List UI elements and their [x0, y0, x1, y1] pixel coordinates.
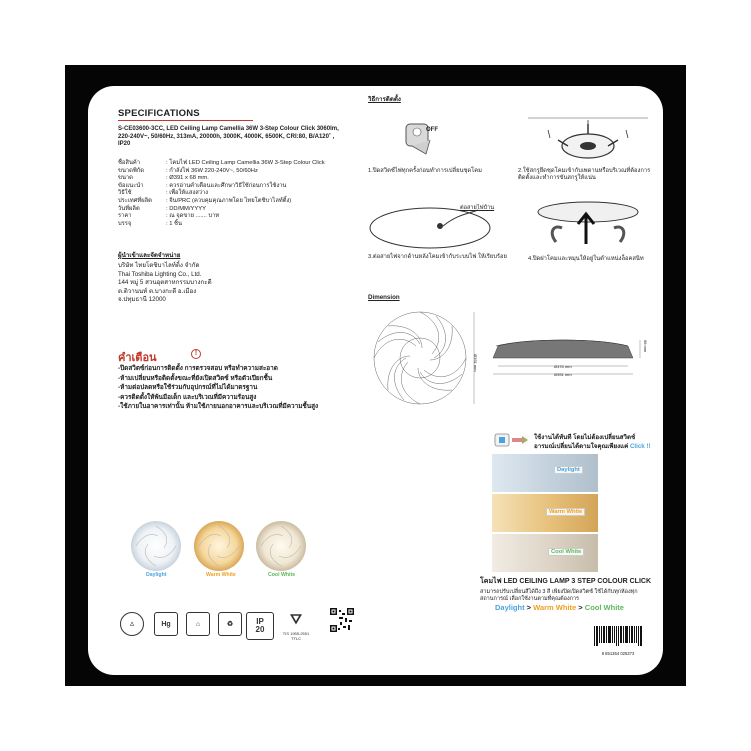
install-step-2 — [518, 110, 658, 190]
exclamation-icon: ! — [191, 349, 201, 359]
spec-row: วันที่ผลิต : DD/MM/YYYY — [118, 205, 206, 212]
warning-list — [118, 364, 318, 412]
lamp-photos-illustration — [126, 518, 311, 578]
seq-warm-white: Warm White — [533, 603, 577, 612]
seq-cool-white: Cool White — [584, 603, 624, 612]
switch-icon — [494, 432, 530, 448]
outer-width-label: Ø391 mm — [554, 372, 572, 377]
spec-title: SPECIFICATIONS — [118, 108, 200, 119]
install-step-4 — [528, 196, 658, 286]
model-description: S-CE03600-3CC, LED Ceiling Lamp Camellia 36W 3-Step Colour Click 3060lm, 220-240V~, 50/60Hz, 313mA, 20000h, 3000K, 4000K, 6500K, CRI:80, B/A120˚ , IP20 — [118, 126, 339, 147]
no-mercury-icon: Hg — [154, 612, 178, 636]
tis-mark-icon: ⛛ — [290, 610, 302, 627]
mode-cool-white-image — [492, 534, 598, 572]
address-line: บริษัท ไทยโตชิบาไลท์ติ้ง จำกัด — [118, 262, 200, 269]
spec-underline — [118, 120, 253, 121]
tis-label: TIS 1955-2551 TTLC — [282, 631, 310, 641]
dimension-title: Dimension — [368, 294, 400, 301]
install-step-1-caption: 1.ปิดสวิตช์ไฟทุกครั้งก่อนทำการเปลี่ยนชุดโคม — [368, 168, 482, 174]
qr-code-icon — [330, 608, 354, 632]
mode-warm-white-label: Warm White — [546, 508, 585, 516]
barcode-icon — [593, 626, 643, 646]
mode-daylight-image — [492, 454, 598, 492]
spec-row: บรรจุ : 1 ชิ้น — [118, 220, 182, 227]
package-card — [88, 86, 663, 675]
distributor-address — [118, 262, 212, 305]
wiring-illustration — [368, 204, 518, 250]
warning-item: -ห้ามต่อปลดหรือใช้ร่วมกับอุปกรณ์ที่ไม่ได้มาตรฐาน — [118, 384, 258, 392]
distributor-title: ผู้นำเข้าและจัดจำหน่าย — [118, 252, 181, 259]
seq-daylight: Daylight — [495, 603, 525, 612]
spec-row: ขนาด : Ø391 x 68 mm. — [118, 175, 209, 182]
install-step-3 — [368, 204, 518, 286]
spec-row: ประเทศที่ผลิต : จีน/PRC (ควบคุมคุณภาพโดย ไทยโตชิบาไลท์ติ้ง) — [118, 197, 292, 204]
switch-info-line-2: อารมณ์เปลี่ยนได้ตามใจคุณเพียงแค่ Click !! — [534, 442, 651, 450]
spec-row: วิธีใช้ : เพื่อให้แสงสว่าง — [118, 190, 209, 197]
spec-row: ราคา : ณ จุดขาย ....... บาท — [118, 213, 220, 220]
diameter-label: Ø391 mm — [473, 354, 478, 372]
lamp-label-cool-white: Cool White — [268, 572, 296, 578]
switch-info-text — [534, 434, 651, 451]
ceiling-mount-illustration — [518, 110, 658, 166]
recycle-bin-icon: ⌂ — [186, 612, 210, 636]
ceiling-lamp-desc: สามารถปรับเปลี่ยนสีได้ถึง 3 สี เพียงปิดเปิดสวิตซ์ ใช้ได้กับทุกห้องทุกสถานการณ์ เลือกใช้งานตามที่คุณต้องการ — [480, 589, 638, 602]
lamp-photos — [126, 518, 311, 578]
spec-row: ข้อแนะนำ : ควรอ่านคำเตือนและศึกษาวิธีใช้ก่อนการใช้งาน — [118, 182, 287, 189]
cover-lock-illustration — [528, 196, 658, 254]
click-text: Click !! — [629, 442, 651, 450]
mode-cool-white-label: Cool White — [548, 548, 584, 556]
address-line: Thai Toshiba Lighting Co., Ltd. — [118, 270, 202, 278]
address-line: ต.ติวานนท์ ต.บางกะดี อ.เมือง — [118, 287, 197, 295]
switch-off-illustration — [368, 110, 508, 160]
color-sequence — [495, 604, 624, 612]
off-label: OFF — [426, 127, 438, 133]
disposal-icon: ♻ — [218, 612, 242, 636]
seq-arrow: > — [576, 603, 585, 612]
lamp-label-daylight: Daylight — [146, 572, 167, 578]
ceiling-lamp-title: โคมไฟ LED CEILING LAMP 3 STEP COLOUR CLICK — [480, 578, 652, 585]
install-step-3-caption: 3.ต่อสายไฟจากด้านหลังโคมเข้ากับระบบไฟ ให้เรียบร้อย — [368, 254, 507, 260]
qr-code — [330, 608, 354, 632]
mode-warm-white-image — [492, 494, 598, 532]
ip20-badge: IP 20 — [246, 612, 274, 640]
height-label: 68 mm — [643, 340, 648, 353]
barcode-number: 8 851364 025373 — [601, 651, 635, 656]
lamp-top-view-icon — [370, 308, 480, 408]
install-step-2-caption: 2.ใช้สกรูยึดชุดโคมเข้ากับเพดานหรือบริเวณที่ต้องการ ติดตั้งและทำการขันสกรูให้แน่น — [518, 168, 651, 181]
warning-item: -ใช้ภายในอาคารเท่านั้น ห้ามใช้ภายนอกอาคารและบริเวณที่มีความชื้นสูง — [118, 403, 319, 411]
warning-item: -ห้ามเปลี่ยนหรือติดตั้งขณะที่ยังเปิดสวิตซ์ หรือตัวเปียกชื้น — [118, 374, 273, 382]
switch-info-line-1: ใช้งานได้ทันที โดยไม่ต้องเปลี่ยนสวิตช์ — [534, 434, 636, 441]
lamp-label-warm-white: Warm White — [206, 572, 236, 578]
spec-table — [118, 160, 325, 228]
inner-width-label: Ø376 mm — [554, 364, 572, 369]
spec-row: ขนาดพิกัด : กำลังไฟ 36W 220-240V~, 50/60Hz — [118, 167, 258, 174]
warning-item: -ปิดสวิตซ์ก่อนการติดตั้ง การตรวจสอบ หรือทำความสะอาด — [118, 365, 278, 372]
mode-daylight-label: Daylight — [554, 466, 583, 474]
top-view-drawing — [370, 308, 480, 408]
install-step-4-caption: 4.ปิดฝาโคมและหมุนให้อยู่ในตำแหน่งล็อคสนิท — [528, 256, 644, 262]
address-line: จ.ปทุมธานี 12000 — [118, 296, 166, 304]
warning-item: -ควรติดตั้งให้พ้นมือเด็ก และบริเวณที่มีความร้อนสูง — [118, 393, 257, 401]
barcode — [593, 626, 643, 656]
light-switch-icon — [494, 432, 530, 448]
wire-label: ต่อสายไฟบ้าน — [460, 205, 495, 211]
seq-arrow: > — [524, 603, 534, 612]
side-view-drawing — [488, 336, 653, 380]
install-step-1 — [368, 110, 508, 182]
warning-title: คำเตือน — [118, 352, 157, 364]
spec-row: ชื่อสินค้า : โคมไฟ LED Ceiling Lamp Camellia 36W 3-Step Colour Click — [118, 160, 325, 166]
address-line: 144 หมู่ 5 สวนอุตสาหกรรมบางกะดี — [118, 279, 212, 287]
safety-mark-icon: △ — [120, 612, 144, 636]
installation-title: วิธีการติดตั้ง — [368, 96, 401, 103]
